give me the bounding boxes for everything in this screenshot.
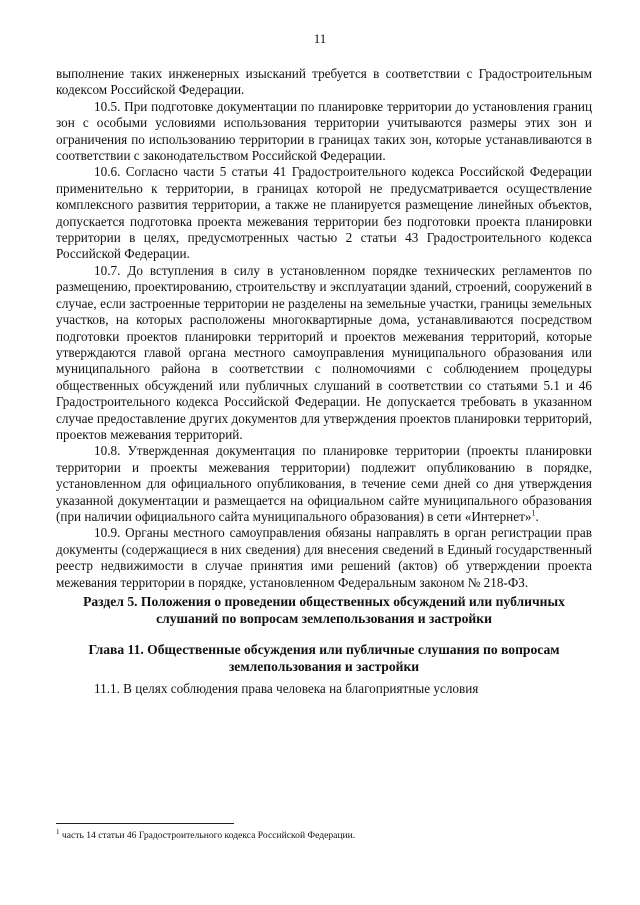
paragraph-10-9: 10.9. Органы местного самоуправления обязаны направлять в орган регистрации прав документы (содержащиеся в них сведения) для внесения сведений в Единый государственный реестр недвижимости в случае принятия ими решений (актов) об утверждении проекта межевания территории в порядке, установленном Федеральным законом № 218-ФЗ. [56, 525, 592, 590]
chapter-heading: Глава 11. Общественные обсуждения или публичные слушания по вопросам землепользования и застройки [88, 642, 560, 674]
footnote [56, 827, 596, 842]
footnote-divider [56, 823, 234, 824]
paragraph-10-6: 10.6. Согласно части 5 статьи 41 Градостроительного кодекса Российской Федерации применительно к территории, в границах которой не предусматривается осуществление комплексного развития территории, а также не планируется размещение линейных объектов, допускается подготовка проекта межевания территории без подготовки проекта планировки территории в целях, предусмотренных частью 2 статьи 43 Градостроительного кодекса Российской Федерации. [56, 164, 592, 262]
footnote-marker: 1 [56, 827, 60, 836]
paragraph-11-1: 11.1. В целях соблюдения права человека на благоприятные условия [94, 681, 479, 696]
paragraph-10-8-text: 10.8. Утвержденная документация по планировке территории (проекты планировки территории и проекты межевания территории) подлежит опубликованию в порядке, установленном для официального опубликования, в течение семи дней со дня утверждения указанной документации и размещается на официальном сайте муниципального образования (при наличии официального сайта муниципального образования) в сети «Интернет» [56, 443, 592, 524]
paragraph-10-8: 10.8. Утвержденная документация по планировке территории (проекты планировки территории и проекты межевания территории) подлежит опубликованию в порядке, установленном для официального опубликования, в течение семи дней со дня утверждения указанной документации и размещается на официальном сайте муниципального образования (при наличии официального сайта муниципального образования) в сети «Интернет»$^1$. [56, 443, 592, 524]
footnote-reference[interactable]: 1 [531, 508, 536, 518]
paragraph-continuation: выполнение таких инженерных изысканий требуется в соответствии с Градостроительным кодексом Российской Федерации. [56, 66, 592, 98]
page-number: 11 [313, 31, 327, 46]
paragraph-10-7: 10.7. До вступления в силу в установленном порядке технических регламентов по размещению, проектированию, строительству и эксплуатации зданий, строений, сооружений в случае, если застроенные территории не разделены на земельные участки, границы земельных участков, на которых расположены многоквартирные дома, устанавливаются посредством подготовки проектов планировки территорий и проектов межевания территорий, которые утверждаются главой органа местного самоуправления муниципального образования или муниципального района в соответствии с полномочиями с соблюдением процедуры общественных обсуждений или публичных слушаний в соответствии со статьями 5.1 и 46 Градостроительного кодекса Российской Федерации. Не допускается требовать в указанном случае предоставление других документов для утверждения проектов планировки территорий, проектов межевания территорий. [56, 262, 592, 442]
paragraph-10-5: 10.5. При подготовке документации по планировке территории до установления границ зон с особыми условиями использования территории учитываются размеры этих зон и ограничения по использованию территории в границах таких зон, которые устанавливаются в соответствии с законодательством Российской Федерации. [56, 98, 592, 164]
section-heading: Раздел 5. Положения о проведении общественных обсуждений или публичных слушаний по вопросам землепользования и застройки [83, 594, 565, 626]
footnote-text: часть 14 статьи 46 Градостроительного кодекса Российской Федерации. [61, 830, 356, 841]
document-body [56, 66, 592, 697]
